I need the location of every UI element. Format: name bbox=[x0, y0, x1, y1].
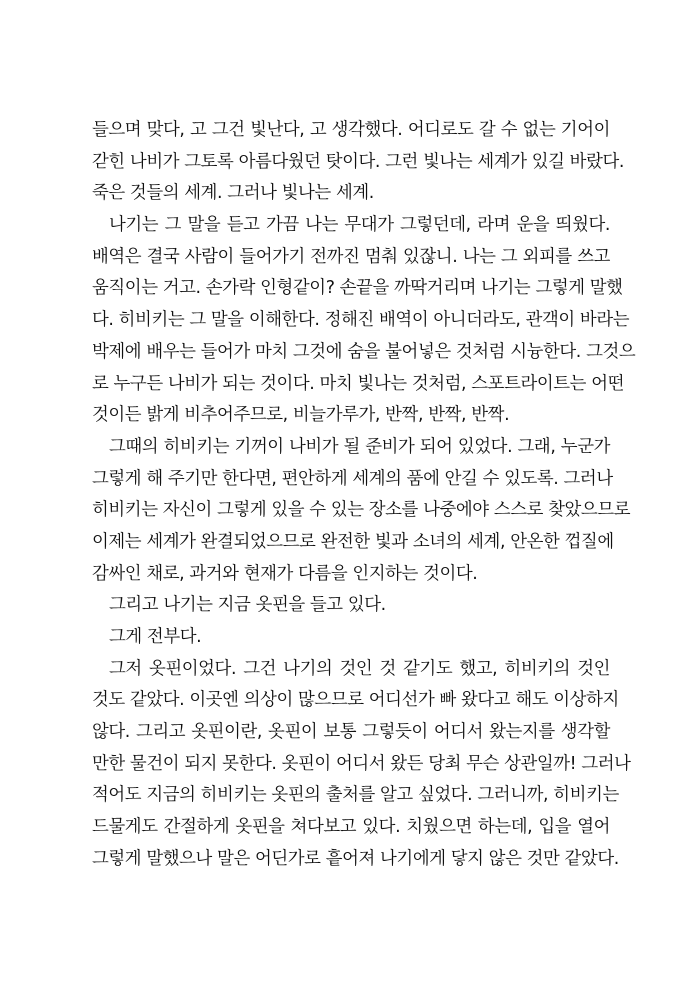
text-line: 않다. 그리고 옷핀이란, 옷핀이 보통 그렇듯이 어디서 왔는지를 생각할 bbox=[92, 722, 610, 743]
paragraph-start-line: 그저 옷핀이었다. 그건 나기의 것인 것 같기도 했고, 히비키의 것인 bbox=[109, 658, 610, 679]
paragraph-start-line: 나기는 그 말을 듣고 가끔 나는 무대가 그렇던데, 라며 운을 띄웠다. bbox=[109, 215, 610, 236]
text-line: 움직이는 거고. 손가락 인형같이? 손끝을 까딱거리며 나기는 그렇게 말했 bbox=[92, 278, 623, 299]
text-line: 그렇게 말했으나 말은 어딘가로 흩어져 나기에게 닿지 않은 것만 같았다. bbox=[92, 848, 619, 869]
text-line: 드물게도 간절하게 옷핀을 쳐다보고 있다. 치웠으면 하는데, 입을 열어 bbox=[92, 817, 610, 838]
document-page bbox=[92, 115, 636, 876]
text-line: 배역은 결국 사람이 들어가기 전까진 멈춰 있잖니. 나는 그 외피를 쓰고 bbox=[92, 246, 610, 267]
text-line: 로 누구든 나비가 되는 것이다. 마치 빛나는 것처럼, 스포트라이트는 어떤 bbox=[92, 373, 624, 394]
text-line: 만한 물건이 되지 못한다. 옷핀이 어디서 왔든 당최 무슨 상관일까! 그러나 bbox=[92, 753, 631, 774]
paragraph-start-line: 그때의 히비키는 기꺼이 나비가 될 준비가 되어 있었다. 그래, 누군가 bbox=[109, 436, 610, 457]
text-line: 히비키는 자신이 그렇게 있을 수 있는 장소를 나중에야 스스로 찾았으므로 bbox=[92, 500, 631, 521]
text-line: 이제는 세계가 완결되었으므로 완전한 빛과 소녀의 세계, 안온한 껍질에 bbox=[92, 531, 614, 552]
text-line: 감싸인 채로, 과거와 현재가 다름을 인지하는 것이다. bbox=[92, 563, 478, 584]
paragraph-start-line: 그게 전부다. bbox=[109, 627, 202, 647]
text-line: 다. 히비키는 그 말을 이해한다. 정해진 배역이 아니더라도, 관객이 바라는 bbox=[92, 310, 630, 331]
text-line: 것도 같았다. 이곳엔 의상이 많으므로 어디선가 빠 왔다고 해도 이상하지 bbox=[92, 690, 619, 711]
text-line: 박제에 배우는 들어가 마치 그것에 숨을 불어넣은 것처럼 시늉한다. 그것으 bbox=[92, 341, 636, 362]
text-line: 그렇게 해 주기만 한다면, 편안하게 세계의 품에 안길 수 있도록. 그러나 bbox=[92, 468, 613, 489]
text-line: 적어도 지금의 히비키는 옷핀의 출처를 알고 싶었다. 그러니까, 히비키는 bbox=[92, 785, 619, 806]
text-line: 들으며 맞다, 고 그건 빛난다, 고 생각했다. 어디로도 갈 수 없는 기어이 bbox=[92, 120, 610, 140]
text-line: 것이든 밝게 비추어주므로, 비늘가루가, 반짝, 반짝, 반짝. bbox=[92, 405, 510, 426]
paragraph-start-line: 그리고 나기는 지금 옷핀을 들고 있다. bbox=[109, 595, 386, 616]
text-line: 죽은 것들의 세계. 그러나 빛나는 세계. bbox=[92, 183, 374, 204]
text-line: 갇힌 나비가 그토록 아름다웠던 탓이다. 그런 빛나는 세계가 있길 바랐다. bbox=[92, 151, 624, 172]
